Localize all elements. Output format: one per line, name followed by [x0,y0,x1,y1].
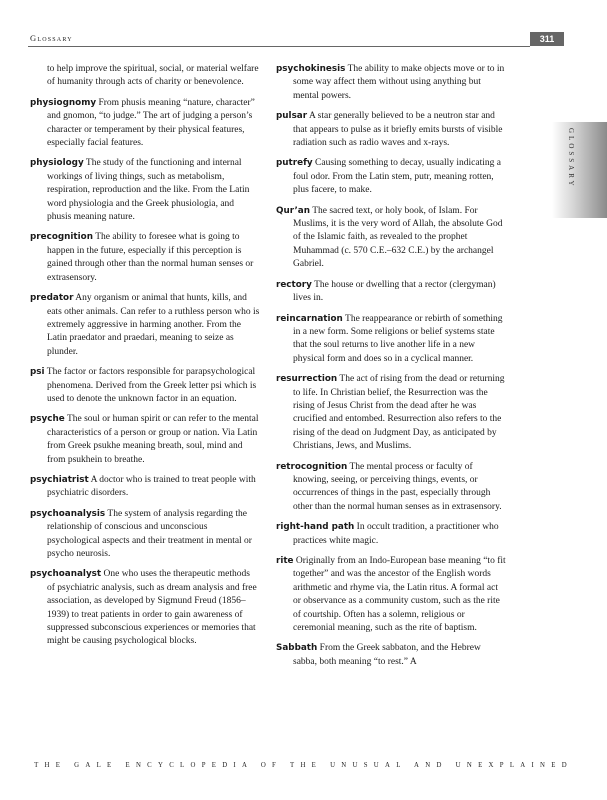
entry-term: right-hand path [276,522,355,533]
entry-term: precognition [30,232,93,243]
entry-term: psyche [30,414,65,425]
entry-definition: From phusis meaning “nature, character” and gnomon, “to judge.” The art of judging a person’s character or temperament by their physical features, especially facial features. [47,97,255,149]
glossary-entry [276,373,506,453]
side-tab [552,122,607,218]
glossary-entry [30,157,260,224]
glossary-entry [30,292,260,359]
glossary-entry [30,366,260,406]
entry-definition: The house or dwelling that a rector (clergyman) lives in. [293,279,496,304]
left-column [30,63,260,656]
entry-definition: The ability to make objects move or to in some way affect them without using anything but mental powers. [293,64,505,101]
entry-term: reincarnation [276,313,343,324]
glossary-entry [276,642,506,669]
entry-term: physiology [30,158,84,169]
entry-term: rectory [276,279,312,290]
entry-definition: Any organism or animal that hunts, kills, and eats other animals. Can refer to a ruthless person who is extremely aggressive in harming another. From the Latin praedator and praedari, meaning to seize as plunder. [47,293,260,357]
glossary-entry [276,279,506,306]
running-footer: THE GALE ENCYCLOPEDIA OF THE UNUSUAL AND UNEXPLAINED [34,762,573,769]
entry-term: psychoanalyst [30,569,102,580]
entry-term: Sabbath [276,643,318,654]
entry-definition: A doctor who is trained to treat people with psychiatric disorders. [47,474,256,499]
entry-definition: The system of analysis regarding the relationship of conscious and unconscious psychological aspects and their treatment in mental or psycho neurosis. [47,508,252,559]
glossary-entry [276,521,506,548]
entry-definition: The factor or factors responsible for parapsychological phenomena. Derived from the Greek letter psi which is used to denote the unknown factor in an equation. [46,367,257,404]
entry-definition: The study of the functioning and internal workings of living things, such as metabolism, respiration, reproduction and the like. From the Latin word physiologia and the Greek phusiologia, and phusis meaning nature. [47,158,250,223]
entry-definition: Originally from an Indo-European base meaning “to fit together” and was the ancestor of the English words arithmetic and rhyme via, the Latin ritus. A formal act or observance as a community custom, such as the rite of courtship. Often has a solemn, religious or ceremonial meaning, such as the rite of baptism. [293,556,506,634]
entry-definition: The reappearance or rebirth of something in a new form. Some religions or belief systems state that the soul returns to live another life in a new physical form and does so in a cyclical manner. [293,313,503,364]
entry-term: Qur’an [276,205,310,216]
entry-term: physiognomy [30,97,97,108]
entry-term: putrefy [276,158,313,169]
entry-term: predator [30,293,74,304]
entry-definition: The ability to foresee what is going to happen in the future, especially if this perception is gained through other than the normal human senses or extrasensory. [47,232,254,283]
glossary-entry [276,461,506,515]
glossary-entry [30,97,260,151]
right-column [276,63,506,676]
running-header-title: Glossary [30,33,73,43]
page-number: 311 [530,32,564,46]
header-rule [28,46,530,47]
glossary-entry [276,110,506,150]
entry-definition: Causing something to decay, usually indicating a foul odor. From the Latin stem, putr, meaning rotten, plus facere, to make. [293,158,501,196]
entry-term: psychokinesis [276,64,346,74]
entry-term: psi [30,367,45,378]
glossary-entry [276,63,506,103]
continued-definition: to help improve the spiritual, social, or material welfare of humanity through acts of charity or benevolence. [47,64,259,88]
glossary-entry [276,313,506,367]
glossary-entry [276,205,506,272]
entry-term: resurrection [276,374,338,385]
entry-definition: A star generally believed to be a neutron star and that appears to pulse as it briefly emits bursts of visible radiation such as radio waves and x-rays. [293,111,503,149]
entry-definition: One who uses the therapeutic methods of psychiatric analysis, such as dream analysis and free association, as developed by Sigmund Freud (1856–1939) to treat patients in order to gain awareness of suppressed subconscious experiences or memories that might be causing psychological blocks. [47,569,257,647]
glossary-entry [30,568,260,648]
glossary-entry [30,474,260,501]
entry-term: rite [276,556,294,566]
entry-definition: The sacred text, or holy book, of Islam. For Muslims, it is the very word of Allah, the absolute God of the Islamic faith, as revealed to the prophet Muhammad (c. 570 C.E.–632 C.E.) by the archangel Gabriel. [293,205,503,270]
entry-term: pulsar [276,111,308,122]
glossary-entry [276,157,506,197]
entry-definition: The mental process or faculty of knowing, seeing, or perceiving things, events, or occurrences of things in the past, especially through other than the normal human senses as in extrasensory. [293,461,502,512]
side-tab-label: GLOSSARY [567,128,575,189]
entry-definition: The soul or human spirit or can refer to the mental characteristics of a person or group or nation. Via Latin from Greek psukhe meaning breath, soul, mind and from psukhein to breathe. [47,414,259,465]
entry-term: psychiatrist [30,474,89,485]
entry-definition: From the Greek sabbaton, and the Hebrew sabba, both meaning “to rest.” A [293,643,481,667]
glossary-entry [30,413,260,467]
entry-definition: In occult tradition, a practitioner who practices white magic. [293,522,499,546]
glossary-entry [276,555,506,635]
entry-definition: The act of rising from the dead or returning to life. In Christian belief, the Resurrection was the rising of Jesus Christ from the dead after he was crucified and entombed. Resurrection also refers to the rising of the dead on Judgment Day, as anticipated by Christians, Jews, and Muslims. [293,374,505,452]
glossary-entry [30,508,260,562]
entry-term: psychoanalysis [30,508,106,519]
glossary-entry [30,231,260,285]
entry-term: retrocognition [276,461,348,472]
